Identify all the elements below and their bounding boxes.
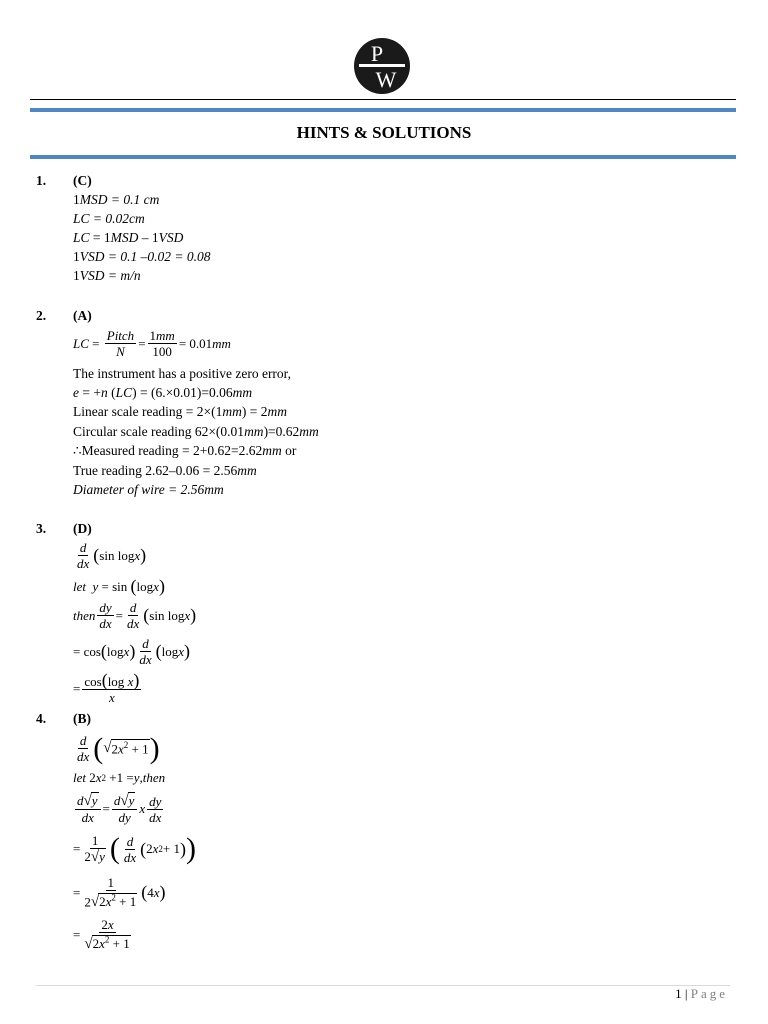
q1-line-4: 1VSD = 0.1 –0.02 = 0.08 [73,249,211,264]
page-word: Page [690,986,728,1001]
question-1-number: 1. [36,173,47,188]
footer-rule [36,985,730,986]
q4-step-5: = $\frac{1}{2√2x^2 + 1}$ ( 4 x ) [73,875,166,911]
title-rule-bottom [30,155,736,159]
q2-line-2: e = +n (LC) = (6.×0.01)=0.06mm [73,385,253,400]
q4-step-2: let 2 x 2 +1 = y , then [73,770,166,785]
q4-step-1: $\frac{d}{dx}$ ( √ $2x^2 + 1$ ) [77,731,160,765]
question-4-number: 4. [36,711,47,726]
q2-line-6: True reading 2.62–0.06 = 2.56mm [73,463,257,478]
svg-text:P: P [370,41,384,66]
question-2-answer: (A) [73,308,92,323]
q2-line-7: Diameter of wire = 2.56mm [73,482,224,497]
title-rule-top [30,108,736,112]
question-2-number: 2. [36,308,47,323]
q2-line-5: ∴Measured reading = 2+0.62=2.62mm or [73,443,297,458]
page-number: 1 [675,986,682,1001]
q4-step-4: = $\frac{1}{2√y}$ ( $\frac{d}{dx}$ ( 2 x 2 + 1 ) ) [73,832,197,865]
q1-line-2: LC = 0.02cm [73,211,145,226]
q2-line-1: The instrument has a positive zero error, [73,366,292,381]
q3-step-4: = cos ( log x ) $\frac{d}{dx}$ ( log x ) [73,636,191,667]
q3-step-3: then $\frac{dy}{dx}$ = $\frac{d}{dx}$ ( sin log x ) [73,600,197,631]
q3-step-5: = $\frac{\text{cos(log x)}}{x}$ [73,670,140,705]
q1-line-1: 1MSD = 0.1 cm [73,192,160,207]
q1-line-5: 1VSD = m/n [73,268,141,283]
footer-separator: | [681,986,691,1001]
q3-step-1: $\frac{d}{dx}$ ( sin log x ) [77,540,147,571]
q4-step-6: = $\frac{2x}{√2x^2 + 1}$ [73,917,130,953]
page-title: HINTS & SOLUTIONS [296,123,472,142]
q1-line-3: LC = 1MSD – 1VSD [73,230,184,245]
q4-step-3: $\frac{d√y}{dx}$ = $\frac{d√y}{dy}$ x $\frac{dy}{dx}$ [77,793,162,825]
question-3-number: 3. [36,521,47,536]
pw-logo [353,37,411,95]
question-3-answer: (D) [73,521,92,536]
page-footer [675,986,728,1002]
q3-step-2: let y = sin ( log x ) [73,576,165,596]
q2-lc-formula: LC = $\frac{\text{Pitch}}{N}$ = $\frac{1mm}{100}$ = 0.01 mm [73,328,231,359]
question-4-answer: (B) [73,711,91,726]
q2-line-3: Linear scale reading = 2×(1mm) = 2mm [73,404,288,419]
q2-line-4: Circular scale reading 62×(0.01mm)=0.62mm [73,424,319,439]
header-rule [30,99,736,100]
svg-text:W: W [375,67,397,92]
question-1-answer: (C) [73,173,92,188]
